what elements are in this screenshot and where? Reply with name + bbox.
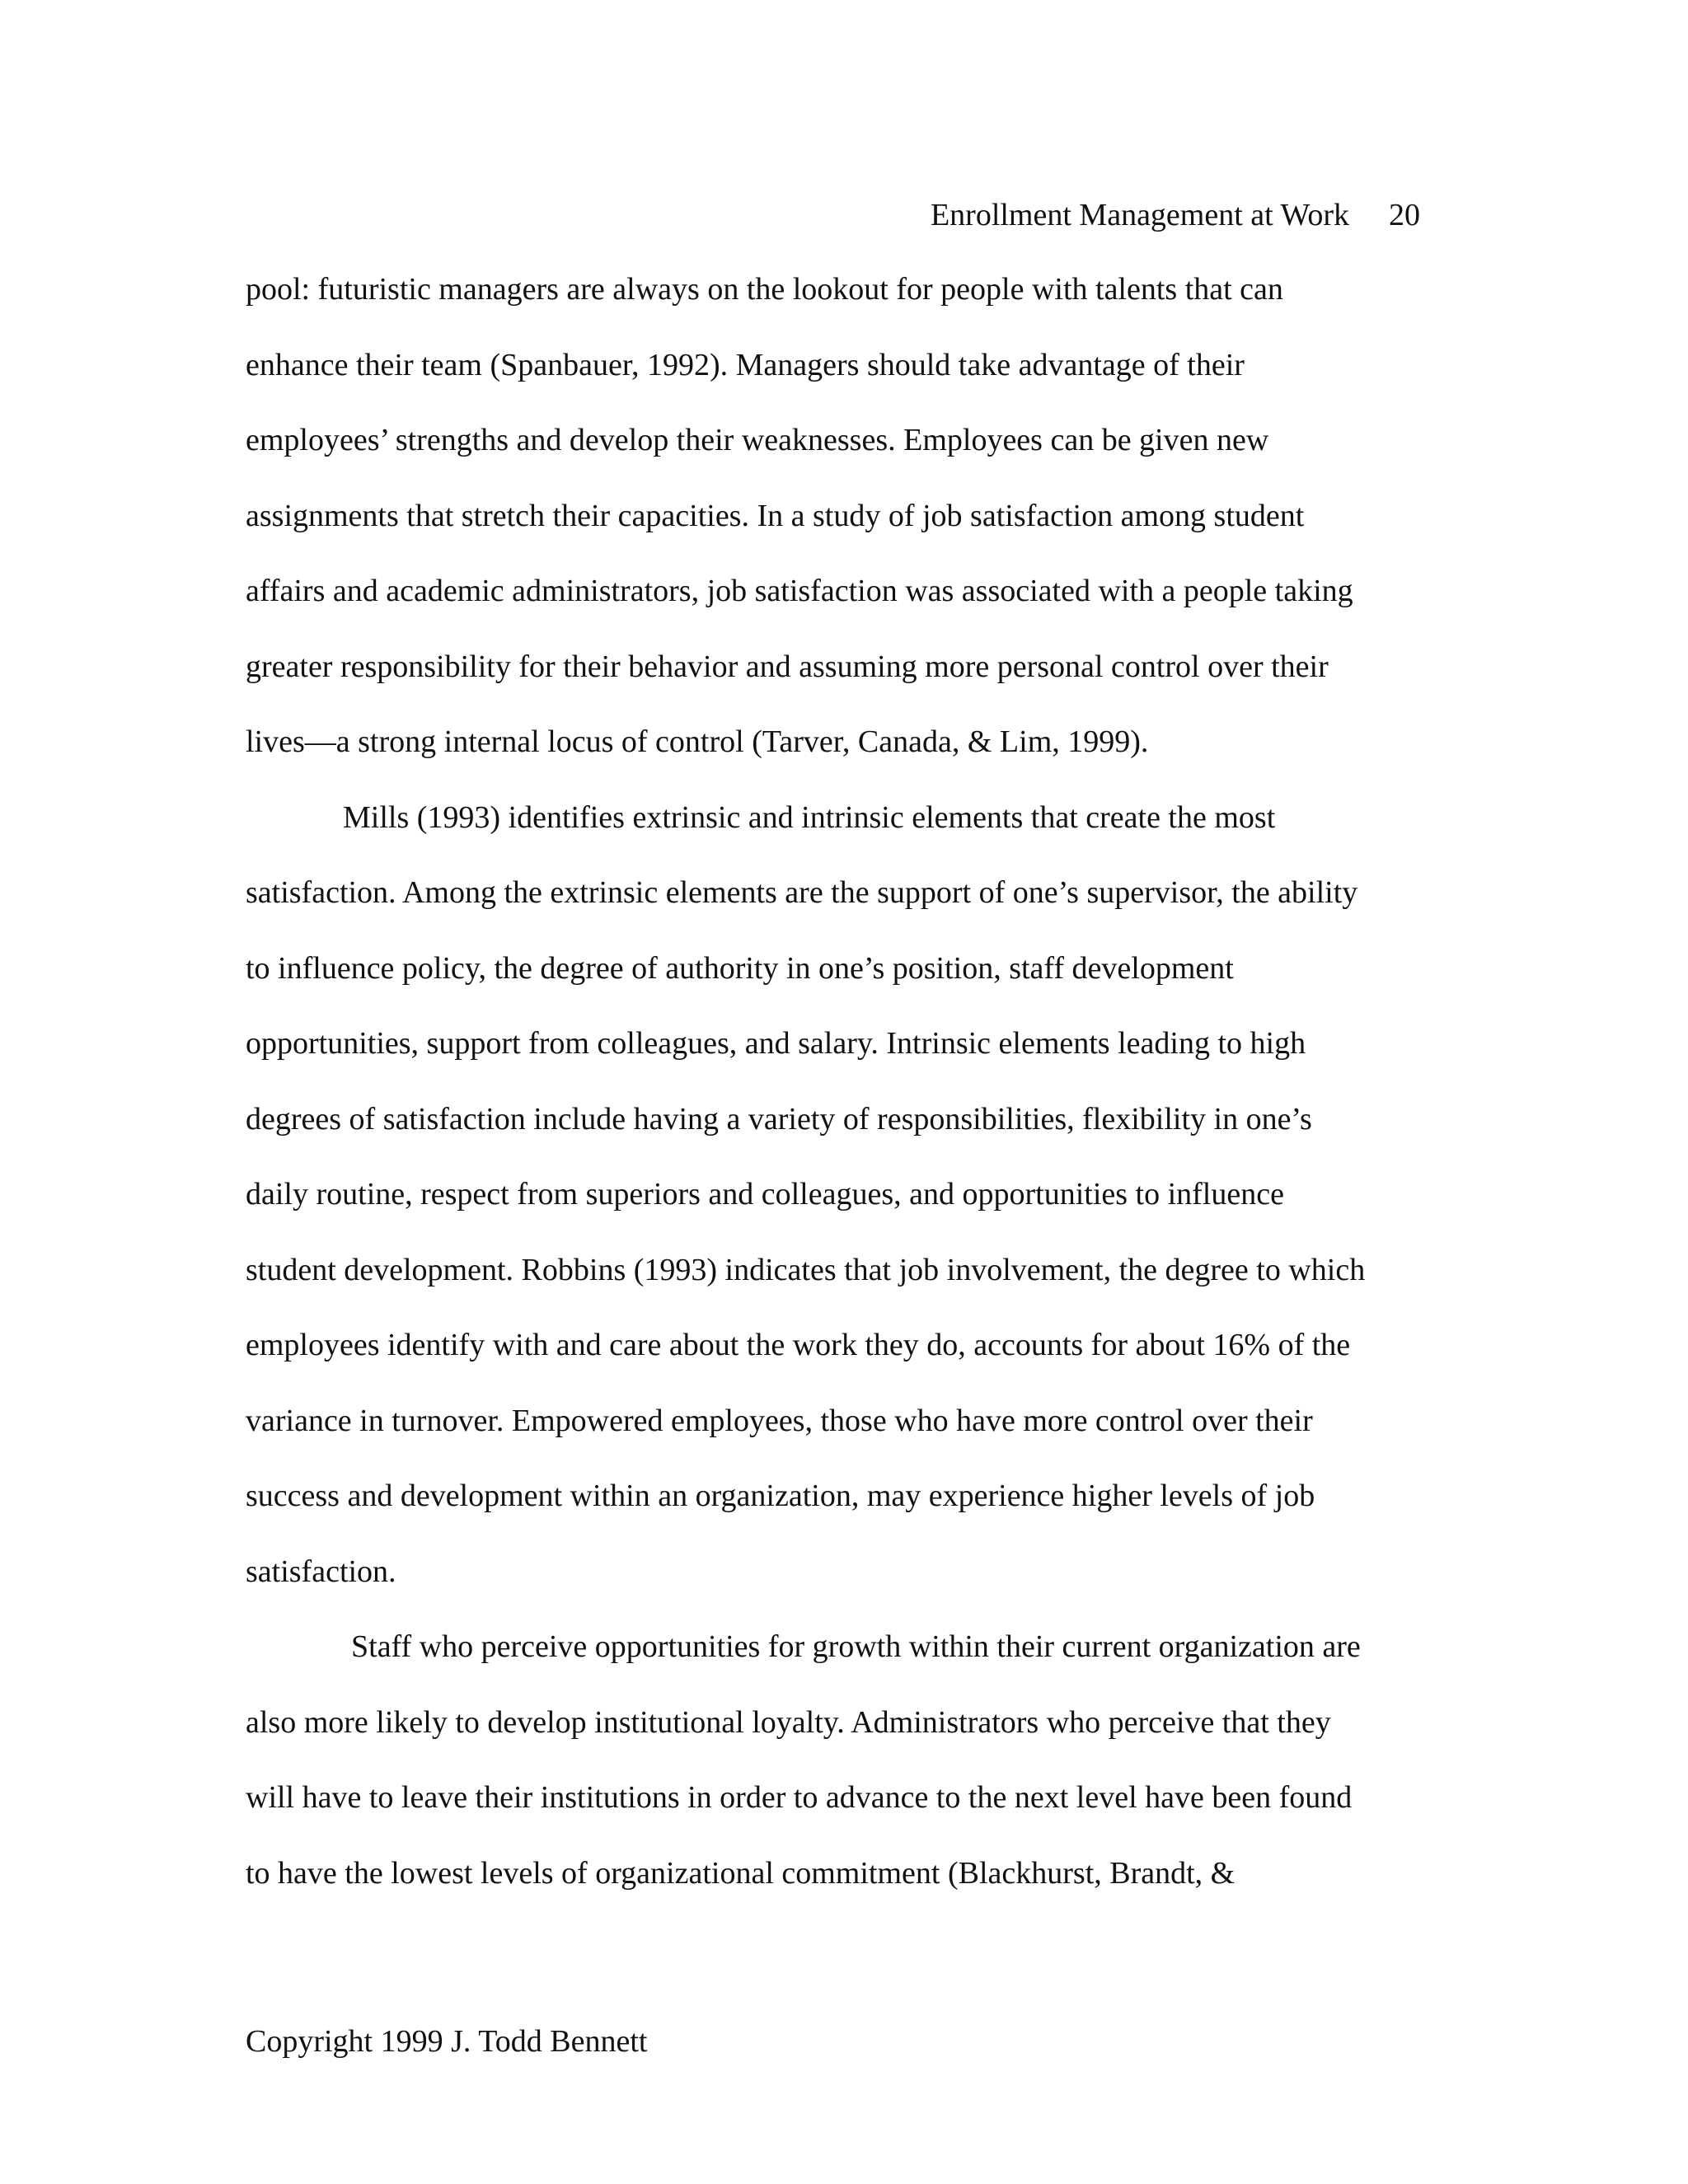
text-line: to have the lowest levels of organizational commitment (Blackhurst, Brandt, & <box>246 1855 1236 1891</box>
copyright-footer: Copyright 1999 J. Todd Bennett <box>246 2024 648 2059</box>
page-number: 20 <box>1389 198 1420 232</box>
text-line: affairs and academic administrators, job satisfaction was associated with a people taking <box>246 574 1353 608</box>
text-line: lives—a strong internal locus of control (Tarver, Canada, & Lim, 1999). <box>246 724 1149 759</box>
text-line: student development. Robbins (1993) indicates that job involvement, the degree to which <box>246 1252 1366 1287</box>
running-title: Enrollment Management at Work <box>930 198 1349 232</box>
text-line: opportunities, support from colleagues, and salary. Intrinsic elements leading to high <box>246 1026 1306 1061</box>
running-head <box>931 194 1420 236</box>
text-line: satisfaction. Among the extrinsic elements are the support of one’s supervisor, the ability <box>246 875 1358 910</box>
text-line: employees identify with and care about the work they do, accounts for about 16% of the <box>246 1328 1351 1362</box>
paragraph-first-line: Staff who perceive opportunities for growth within their current organization are <box>351 1629 1361 1664</box>
text-line: satisfaction. <box>246 1554 396 1589</box>
text-line: pool: futuristic managers are always on the lookout for people with talents that can <box>246 272 1283 307</box>
text-line: also more likely to develop institutional loyalty. Administrators who perceive that they <box>246 1704 1331 1740</box>
text-line: daily routine, respect from superiors and colleagues, and opportunities to influence <box>246 1177 1284 1212</box>
text-line: success and development within an organization, may experience higher levels of job <box>246 1479 1315 1513</box>
text-line: degrees of satisfaction include having a variety of responsibilities, flexibility in one’s <box>246 1101 1312 1137</box>
text-line: greater responsibility for their behavior and assuming more personal control over their <box>246 649 1329 684</box>
text-line: will have to leave their institutions in order to advance to the next level have been found <box>246 1780 1353 1815</box>
body-text <box>246 269 1449 1928</box>
text-line: to influence policy, the degree of authority in one’s position, staff development <box>246 950 1234 986</box>
paragraph-first-line: Mills (1993) identifies extrinsic and intrinsic elements that create the most <box>343 799 1276 835</box>
text-line: employees’ strengths and develop their weaknesses. Employees can be given new <box>246 423 1269 457</box>
text-line: enhance their team (Spanbauer, 1992). Managers should take advantage of their <box>246 347 1245 382</box>
text-line: variance in turnover. Empowered employees, those who have more control over their <box>246 1403 1313 1438</box>
text-line: assignments that stretch their capacities. In a study of job satisfaction among student <box>246 498 1305 533</box>
